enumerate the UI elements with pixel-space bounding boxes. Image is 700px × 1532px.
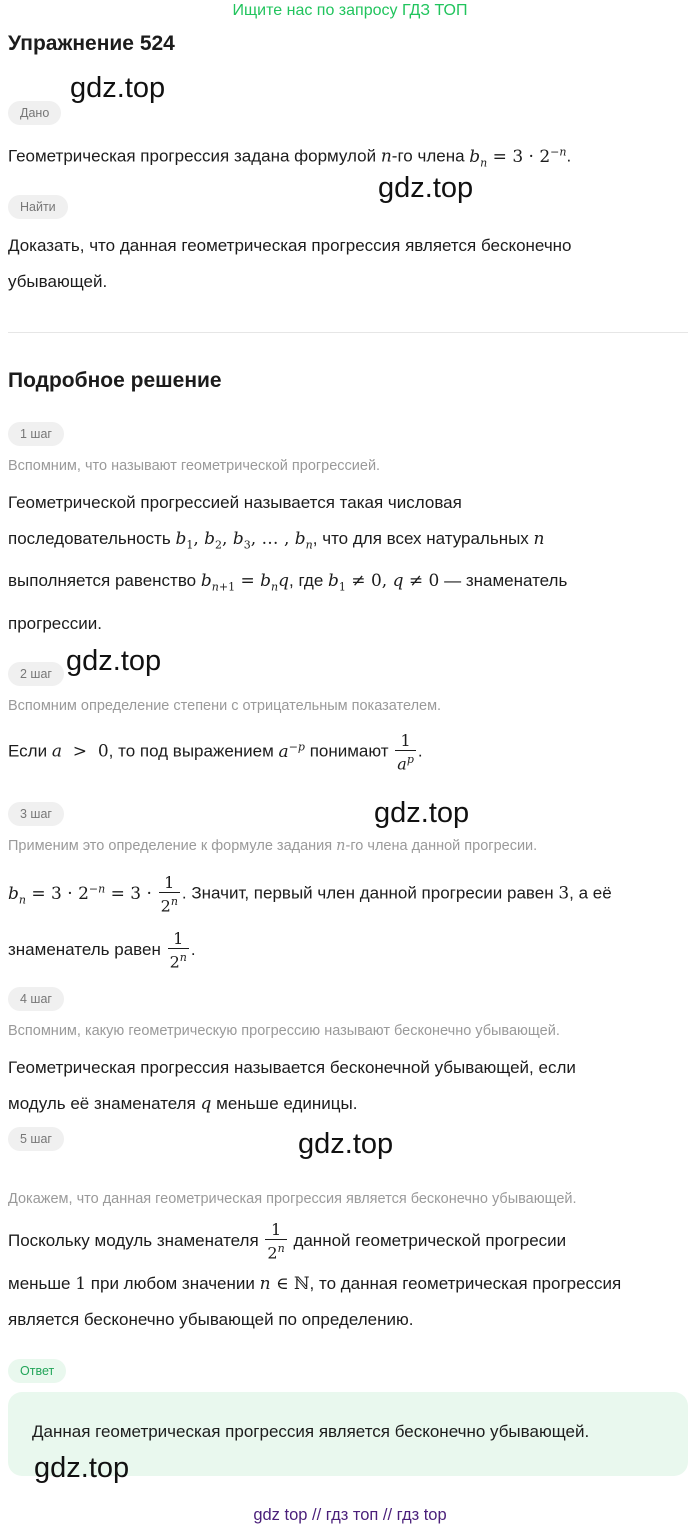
step-badge: 2 шаг: [8, 662, 64, 686]
step-1-line-3c: — знаменатель: [444, 571, 568, 591]
step-badge: 5 шаг: [8, 1127, 64, 1151]
step-1-line-1: Геометрической прогрессией называется такая числовая: [8, 493, 462, 512]
footer-links[interactable]: gdz top // гдз топ // гдз top: [253, 1506, 447, 1524]
fraction: $\frac{1}{2^n}$: [160, 872, 178, 915]
divider: [8, 332, 688, 333]
given-text-a: Геометрическая прогрессия задана формулой: [8, 146, 377, 166]
step-text: Если a > 0, то под выражением $a^{-p}$ понимают $\frac{1}{a^p}$ .: [8, 730, 423, 773]
find-badge: Найти: [8, 195, 68, 219]
step-3-hint-a: Применим это определение к формуле задания: [8, 838, 333, 854]
watermark: gdz.top: [298, 1128, 394, 1160]
step-5-line-2a: меньше: [8, 1274, 71, 1293]
step-1-line-2a: последовательность: [8, 529, 171, 548]
given-text: Геометрическая прогрессия задана формулой n-го члена $b_n = 3 \cdot 2^{-n}$.: [8, 145, 572, 170]
solution-title: Подробное решение: [8, 369, 222, 392]
step-5-line-1b: данной геометрической прогресии: [293, 1231, 567, 1250]
answer-section: [8, 1359, 66, 1383]
step-badge: 1 шаг: [8, 422, 64, 446]
step-5-line-1a: Поскольку модуль знаменателя: [8, 1231, 259, 1250]
find-line-2: убывающей.: [8, 272, 108, 291]
step-3-hint-b: -го члена данной прогресии.: [345, 838, 538, 854]
step-1-line-2b: что для всех натуральных: [322, 529, 529, 548]
step-5-line-2b: при любом значении: [90, 1274, 255, 1293]
step-hint: Докажем, что данная геометрическая прогрессия является бесконечно убывающей.: [8, 1191, 577, 1207]
step-3-line-1a: Значит, первый член данной прогресии равен: [191, 883, 554, 903]
watermark: gdz.top: [374, 797, 470, 829]
step-1-line-3b: где: [298, 571, 324, 591]
step-text: Геометрическая прогрессия называется бесконечной убывающей, если модуль её знаменателя q меньше единицы.: [8, 1050, 692, 1122]
watermark: gdz.top: [378, 172, 474, 204]
step-1: [8, 422, 64, 446]
step-4: [8, 987, 64, 1011]
exercise-title: Упражнение 524: [8, 32, 175, 55]
step-hint: Вспомним, что называют геометрической прогрессией.: [8, 458, 381, 474]
watermark: gdz.top: [66, 645, 162, 677]
answer-badge: Ответ: [8, 1359, 66, 1383]
step-5-line-3: является бесконечно убывающей по определению.: [8, 1310, 414, 1329]
given-section: [8, 101, 61, 125]
step-badge: 3 шаг: [8, 802, 64, 826]
step-5-line-2c: то данная геометрическая прогрессия: [318, 1274, 622, 1293]
find-text: [8, 228, 692, 300]
fraction: $\frac{1}{2^n}$: [169, 928, 187, 972]
step-3: [8, 802, 64, 826]
step-text: Геометрической прогрессией называется такая числовая последовательность $b_1$, $b_2$, $b_3$, … , $b_n$, что для всех натуральных n выполняется равенство $b_{n+1} = b_nq$, где $b_1 \ne 0$, q ≠ 0 — знаменатель прогрессии.: [8, 485, 692, 642]
watermark: gdz.top: [70, 72, 166, 104]
find-line-1: Доказать, что данная геометрическая прогрессия является бесконечно: [8, 236, 572, 255]
fraction: $\frac{1}{a^p}$: [397, 730, 414, 773]
given-badge: Дано: [8, 101, 61, 125]
fraction: $\frac{1}{2^n}$: [267, 1219, 285, 1263]
step-1-line-3a: выполняется равенство: [8, 571, 197, 591]
step-2-line-1a: Если: [8, 741, 48, 761]
answer-text: Данная геометрическая прогрессия является бесконечно убывающей.: [32, 1422, 590, 1441]
step-3-line-1b: а её: [578, 883, 612, 903]
step-text: Поскольку модуль знаменателя $\frac{1}{2^n}$ данной геометрической прогресии меньше 1 при любом значении n ∈ ℕ, то данная геометрическая прогрессия является бесконечно убывающей по определению.: [8, 1216, 692, 1338]
step-4-line-1: Геометрическая прогрессия называется бесконечной убывающей, если: [8, 1058, 576, 1077]
step-4-line-2a: модуль её знаменателя: [8, 1094, 196, 1113]
step-3-line-2: знаменатель равен: [8, 940, 161, 960]
find-section: [8, 195, 68, 219]
step-hint: Вспомним определение степени с отрицательным показателем.: [8, 698, 442, 714]
step-2-line-1b: то под выражением: [118, 741, 274, 761]
step-2-line-1c: понимают: [309, 741, 389, 761]
step-2: [8, 662, 64, 686]
step-5: [8, 1127, 64, 1151]
search-banner: Ищите нас по запросу ГДЗ ТОП: [232, 2, 468, 19]
given-text-b: -го члена: [391, 146, 465, 166]
step-hint: Вспомним, какую геометрическую прогрессию называют бесконечно убывающей.: [8, 1023, 560, 1039]
step-hint: Применим это определение к формуле задания n-го члена данной прогресии.: [8, 838, 538, 854]
step-text: $b_n = 3 \cdot 2^{-n} = 3$ · $\frac{1}{2^n}$ . Значит, первый член данной прогресии равен 3, а её знаменатель равен $\frac{1}{2^n}$ .: [8, 872, 612, 972]
step-4-line-2b: меньше единицы.: [216, 1094, 358, 1113]
step-badge: 4 шаг: [8, 987, 64, 1011]
watermark: gdz.top: [34, 1452, 130, 1484]
step-1-line-4: прогрессии.: [8, 613, 102, 633]
